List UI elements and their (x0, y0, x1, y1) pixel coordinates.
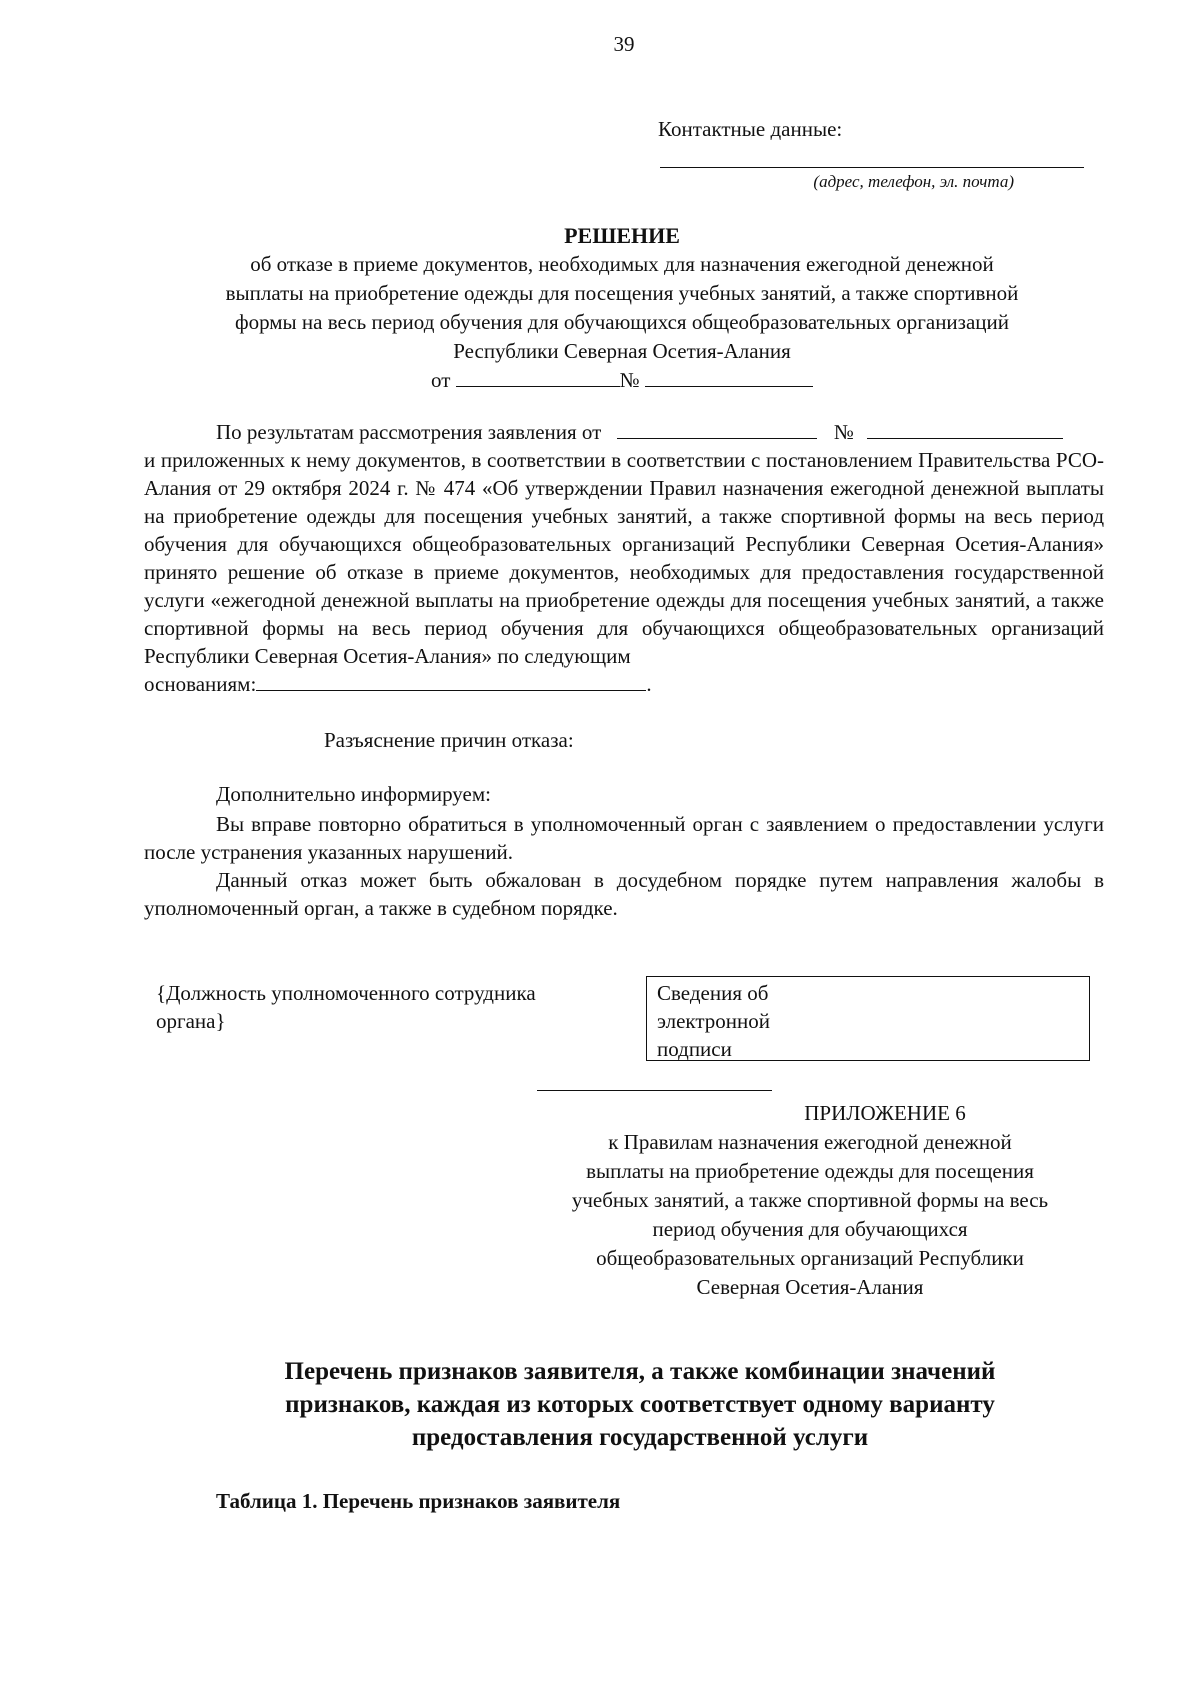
position-line: органа} (156, 1009, 226, 1033)
esign-line: Сведения об (657, 981, 769, 1005)
decision-date-number-line (130, 366, 1114, 395)
date-blank (456, 368, 620, 387)
number-label: № (619, 368, 640, 392)
list-title-line: предоставления государственной услуги (411, 1424, 869, 1451)
info-label: Дополнительно информируем: (216, 782, 491, 806)
main-paragraph-text: и приложенных к нему документов, в соответствии в соответствии с постановлением Правительства РСО-Алания от 29 октября 2024 г. № 474 «Об утверждении Правил назначения ежегодной денежной выплаты на приобретение одежды для посещения учебных занятий, а также спортивной формы на весь период обучения для обучающихся общеобразовательных организаций Республики Северная Осетия-Алания» принято решение об отказе в приеме документов, необходимых для предоставления государственной услуги «ежегодной денежной выплаты на приобретение одежды для посещения учебных занятий, а также спортивной формы на весь период обучения для обучающихся общеобразовательных организаций Республики Северная Осетия-Алания» по следующим (144, 448, 1104, 668)
annex-line: общеобразовательных организаций Республики (596, 1246, 1024, 1270)
annex-line: учебных занятий, а также спортивной формы на весь (571, 1188, 1049, 1212)
grounds-blank (256, 672, 646, 691)
table-title: Таблица 1. Перечень признаков заявителя (216, 1489, 621, 1513)
number-blank (645, 368, 813, 387)
application-number-blank (867, 420, 1063, 439)
esign-line: подписи (657, 1037, 732, 1061)
grounds-label: основаниям: (144, 672, 257, 696)
official-position (156, 979, 616, 1035)
subtitle-line: Республики Северная Осетия-Алания (453, 339, 791, 363)
separator-line (537, 1090, 772, 1091)
esign-line: электронной (657, 1009, 771, 1033)
reasons-label: Разъяснение причин отказа: (324, 728, 574, 752)
decision-subtitle (130, 250, 1114, 366)
position-line: {Должность уполномоченного сотрудника (156, 981, 536, 1005)
reapply-paragraph: Вы вправе повторно обратиться в уполномоченный орган с заявлением о предоставлении услуги после устранения указанных нарушений. (144, 812, 1104, 864)
contacts-label: Контактные данные: (658, 117, 843, 141)
main-paragraph (144, 418, 1104, 698)
subtitle-line: об отказе в приеме документов, необходимых для назначения ежегодной денежной (250, 252, 994, 276)
annex-line: выплаты на приобретение одежды для посещения (586, 1159, 1034, 1183)
appeal-paragraph: Данный отказ может быть обжалован в досудебном порядке путем направления жалобы в уполномоченный орган, а также в судебном порядке. (144, 868, 1104, 920)
annex-line: Северная Осетия-Алания (696, 1275, 924, 1299)
list-title-line: признаков, каждая из которых соответствует одному варианту (285, 1391, 995, 1418)
contacts-hint: (адрес, телефон, эл. почта) (813, 172, 1014, 191)
annex-line: период обучения для обучающихся (652, 1217, 968, 1241)
annex-line: к Правилам назначения ежегодной денежной (608, 1130, 1012, 1154)
electronic-signature-box (646, 976, 1090, 1061)
subtitle-line: формы на весь период обучения для обучающихся общеобразовательных организаций (234, 310, 1010, 334)
page-number: 39 (613, 32, 635, 56)
subtitle-line: выплаты на приобретение одежды для посещения учебных занятий, а также спортивной (225, 281, 1019, 305)
from-label: от (431, 368, 451, 392)
application-from-label: По результатам рассмотрения заявления от (216, 420, 602, 444)
info-paragraphs (144, 810, 1104, 922)
annex-reference (520, 1128, 1100, 1302)
decision-title: РЕШЕНИЕ (564, 223, 680, 248)
application-number-label: № (833, 420, 854, 444)
list-title-line: Перечень признаков заявителя, а также комбинации значений (284, 1358, 996, 1385)
application-date-blank (617, 420, 817, 439)
contacts-blank-line (660, 167, 1084, 168)
annex-title: ПРИЛОЖЕНИЕ 6 (804, 1101, 966, 1125)
list-title (150, 1355, 1130, 1454)
grounds-end: . (646, 672, 652, 696)
